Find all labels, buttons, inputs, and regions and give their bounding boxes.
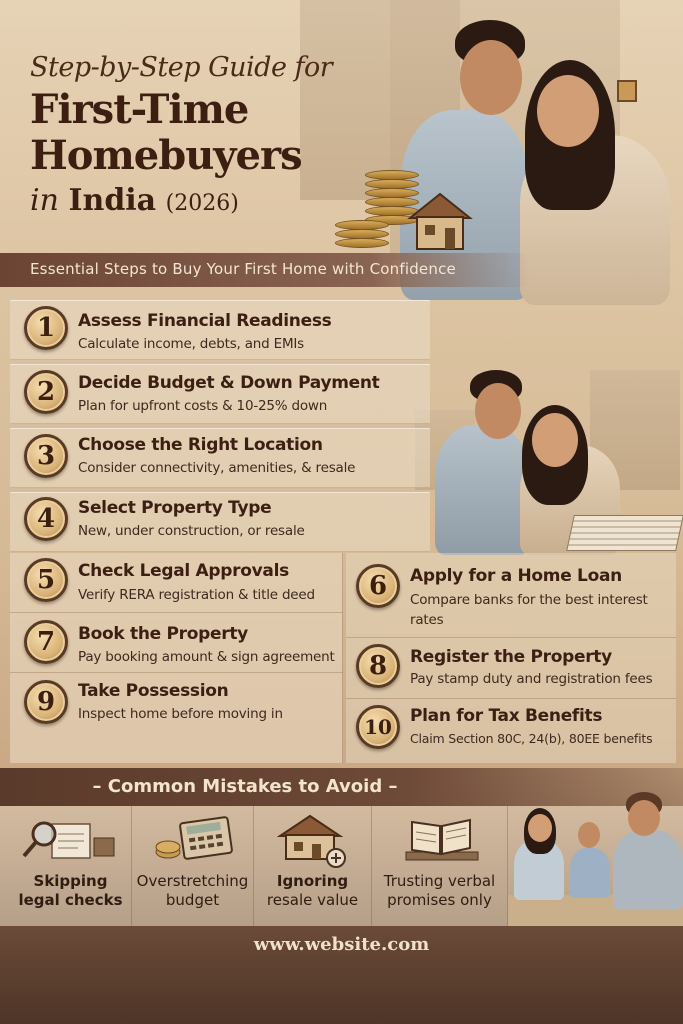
step-badge-4: 4 (24, 497, 68, 541)
title-line-1: Step-by-Step Guide for (30, 52, 333, 83)
agent-head (628, 800, 660, 836)
key-house-icon (617, 80, 637, 102)
step-desc-9: Inspect home before moving in (78, 706, 283, 722)
subtitle: Essential Steps to Buy Your First Home with Confidence (30, 260, 456, 278)
step-desc-10: Claim Section 80C, 24(b), 80EE benefits (410, 731, 653, 746)
mistake-line2: resale value (266, 891, 359, 909)
step-desc-5: Verify RERA registration & title deed (78, 587, 315, 603)
documents-icon (566, 515, 683, 551)
mistake-item-4 (372, 806, 508, 926)
step-badge-8: 8 (356, 644, 400, 688)
divider (346, 698, 676, 699)
mistake-line1: Ignoring (276, 872, 349, 890)
step-title-1: Assess Financial Readiness (78, 311, 332, 331)
divider (10, 612, 343, 613)
step-title-7: Book the Property (78, 624, 248, 644)
step-title-6: Apply for a Home Loan (410, 566, 622, 586)
man-head (475, 383, 521, 439)
divider (346, 637, 676, 638)
mistake-item-1 (10, 806, 132, 926)
mistakes-title: – Common Mistakes to Avoid – (92, 776, 398, 797)
step-title-3: Choose the Right Location (78, 435, 323, 455)
couple-illustration-middle (430, 365, 680, 555)
mistake-label-2 (132, 872, 253, 910)
man-figure (570, 848, 610, 898)
woman-head (537, 75, 599, 147)
step-title-10: Plan for Tax Benefits (410, 706, 603, 726)
woman-head (532, 413, 578, 467)
title-line-3: Homebuyers (30, 132, 302, 179)
mistake-line2: budget (165, 891, 220, 909)
coin (335, 238, 389, 248)
title-india: India (68, 183, 157, 218)
step-title-4: Select Property Type (78, 498, 272, 518)
mistake-line1: Overstretching (136, 872, 249, 890)
divider (10, 672, 343, 673)
step-badge-5: 5 (24, 558, 68, 602)
man-head (578, 822, 600, 848)
meeting-illustration (508, 790, 683, 926)
calculator-icon (152, 814, 236, 866)
title-year: (2026) (165, 191, 239, 216)
footer-url[interactable]: www.website.com (253, 934, 430, 955)
step-title-5: Check Legal Approvals (78, 561, 289, 581)
step-badge-1: 1 (24, 306, 68, 350)
step-desc-2: Plan for upfront costs & 10-25% down (78, 398, 328, 414)
house-model-icon (405, 190, 475, 252)
agent-figure (613, 830, 683, 910)
step-desc-7: Pay booking amount & sign agreement (78, 649, 335, 665)
mistake-line1: Skipping (33, 872, 108, 890)
step-title-2: Decide Budget & Down Payment (78, 373, 380, 393)
step-title-8: Register the Property (410, 647, 612, 667)
step-badge-10: 10 (356, 705, 400, 749)
mistake-label-3 (254, 872, 371, 910)
man-head (460, 40, 522, 115)
step-badge-2: 2 (24, 370, 68, 414)
woman-head (528, 814, 552, 842)
mistake-label-4 (372, 872, 507, 910)
mistake-item-3 (254, 806, 372, 926)
step-title-9: Take Possession (78, 681, 229, 701)
step-desc-8: Pay stamp duty and registration fees (410, 671, 653, 687)
footer (0, 926, 683, 1024)
step-desc-6: Compare banks for the best interest (410, 592, 648, 608)
man-figure (435, 425, 530, 555)
step-desc-1: Calculate income, debts, and EMIs (78, 336, 305, 352)
mistake-line2: promises only (387, 891, 492, 909)
title-line-2: First-Time (30, 86, 249, 133)
step-badge-7: 7 (24, 620, 68, 664)
step-desc-6-line2: rates (410, 612, 444, 628)
mistake-label-1 (10, 872, 131, 910)
mistake-line1: Trusting verbal (383, 872, 496, 890)
magnifier-document-icon (20, 816, 120, 866)
step-desc-4: New, under construction, or resale (78, 523, 305, 539)
step-desc-3: Consider connectivity, amenities, & resale (78, 460, 356, 476)
mistake-line2: legal checks (18, 891, 123, 909)
house-icon (276, 814, 352, 868)
mistake-item-2 (132, 806, 254, 926)
title-in: in (30, 183, 59, 218)
book-icon (402, 816, 482, 866)
step-badge-3: 3 (24, 434, 68, 478)
step-badge-9: 9 (24, 680, 68, 724)
subtitle-band (0, 253, 530, 287)
step-badge-6: 6 (356, 564, 400, 608)
